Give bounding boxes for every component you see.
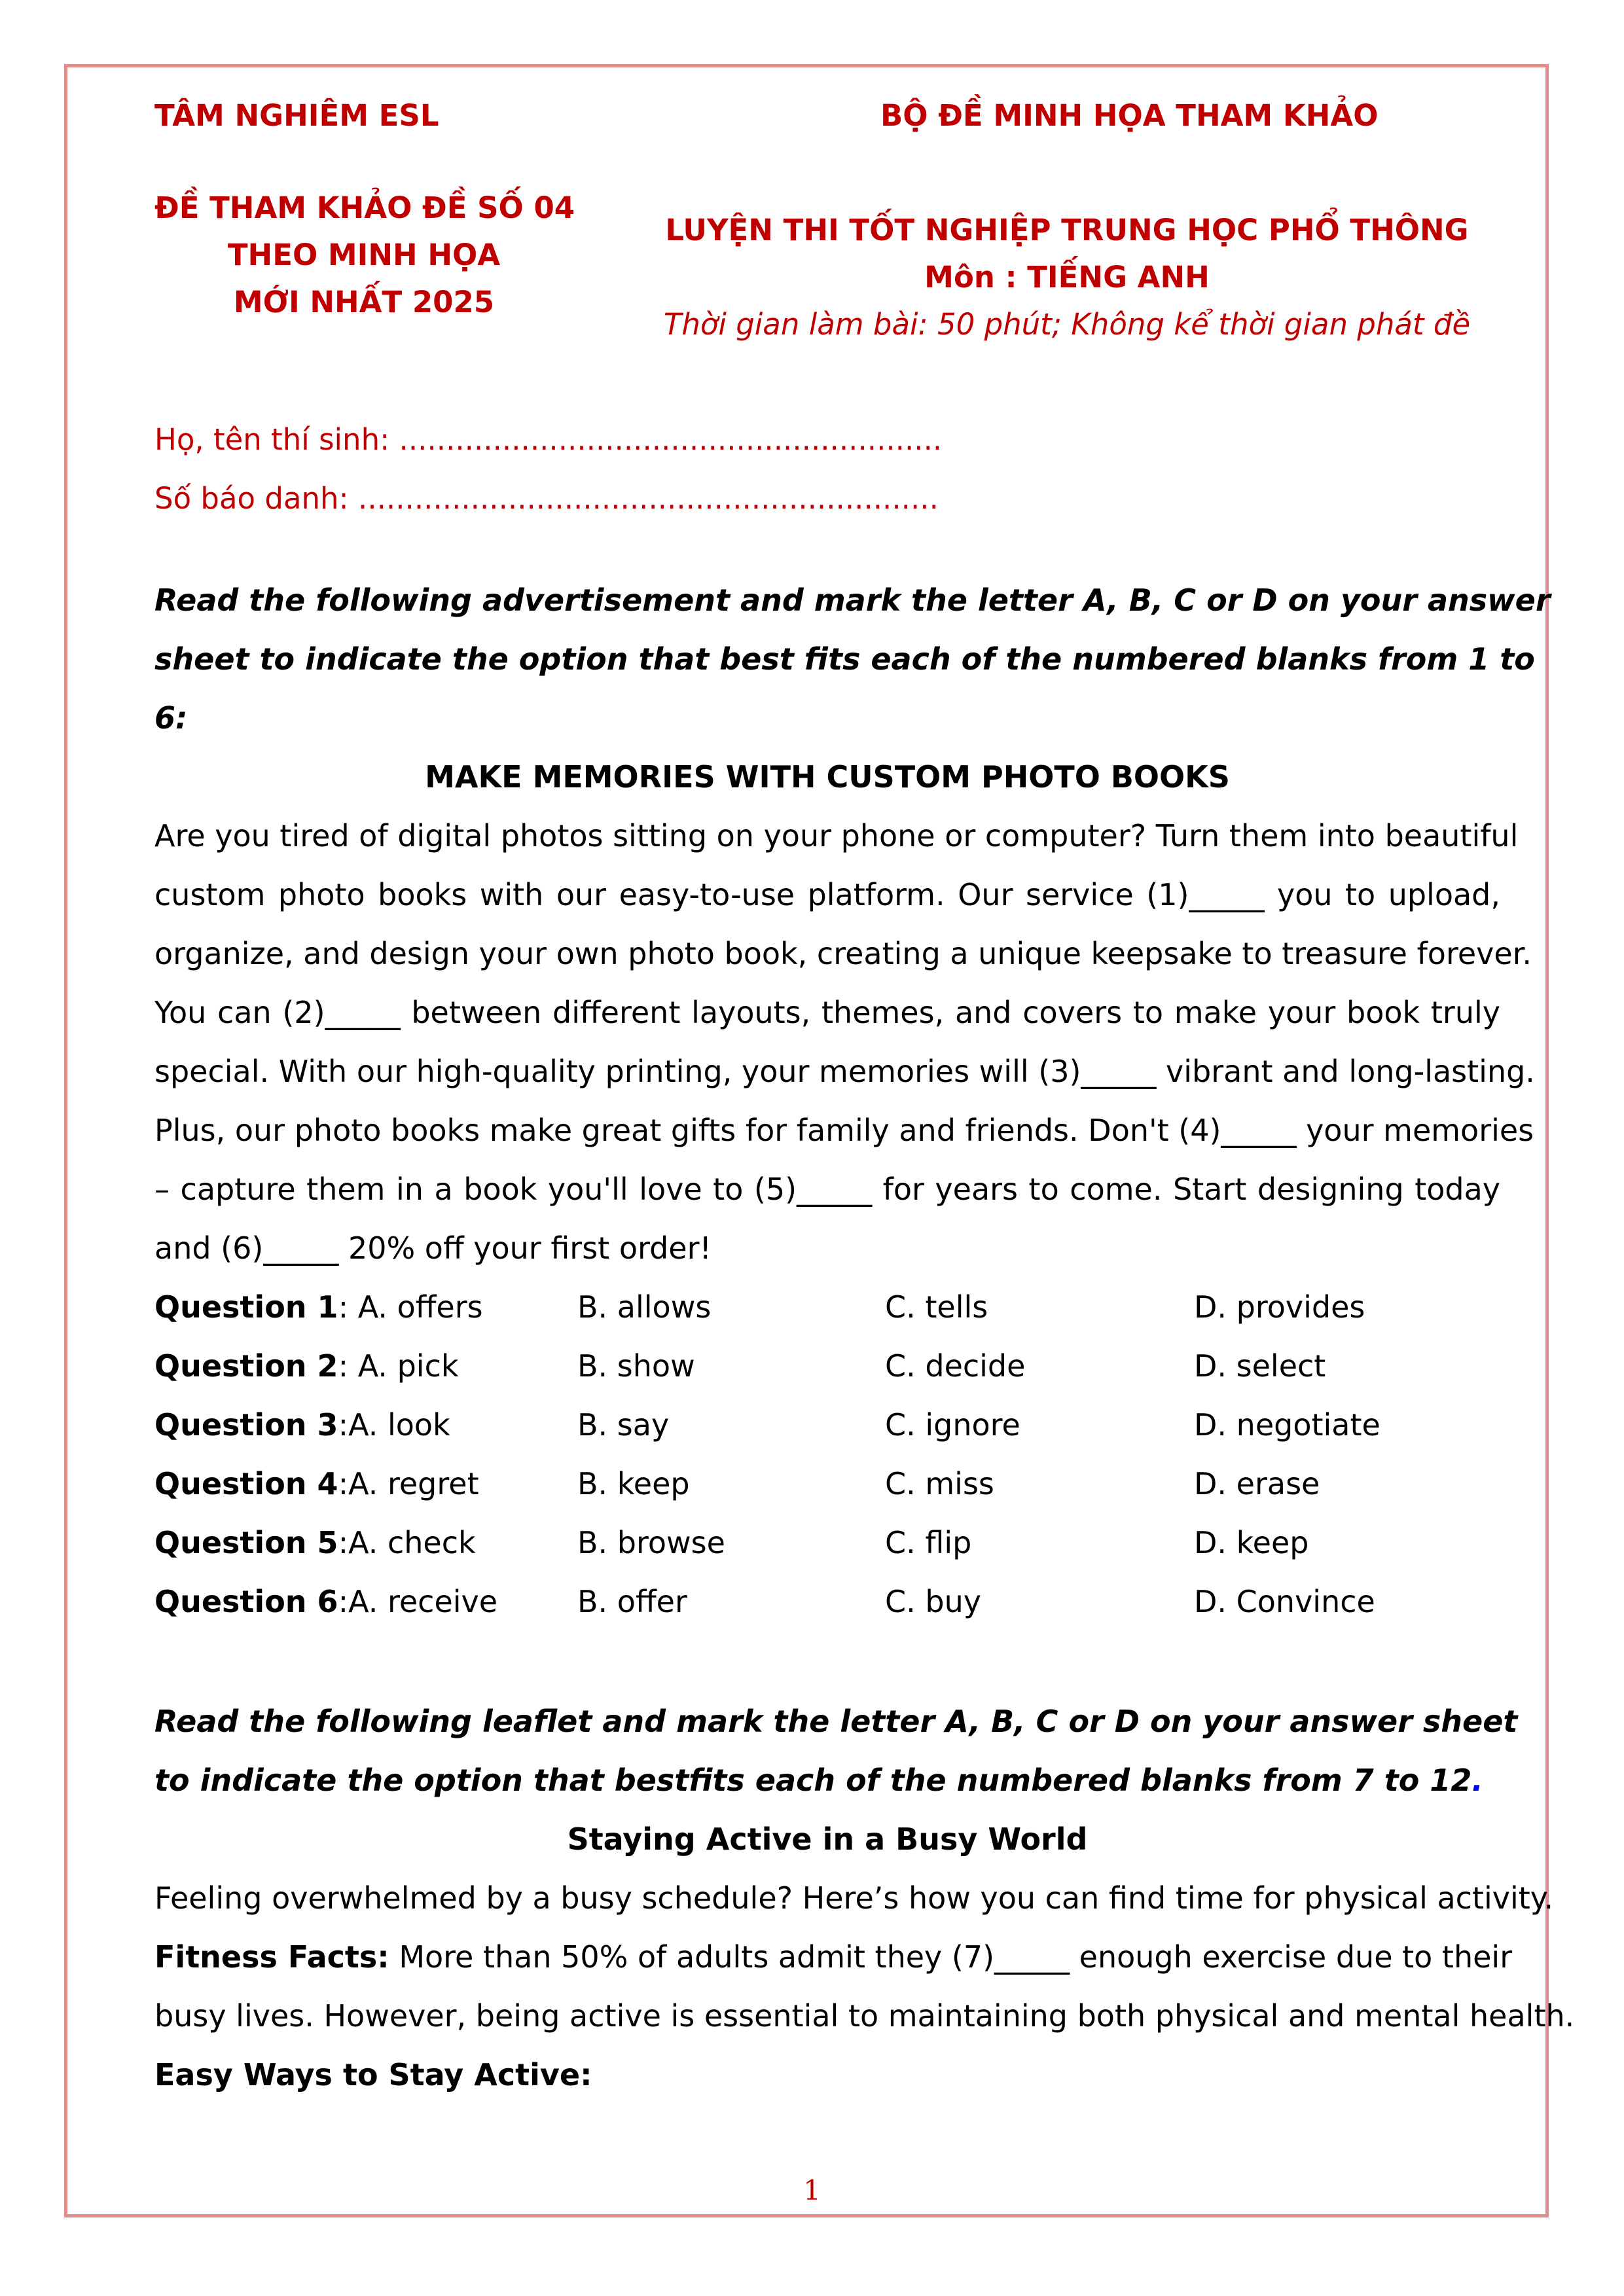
section2-title: Staying Active in a Busy World — [567, 1821, 1088, 1857]
option-c[interactable]: C. buy — [885, 1584, 981, 1619]
option-c[interactable]: C. decide — [885, 1348, 1026, 1384]
fitness-facts-line-2: busy lives. However, being active is essential to maintaining both physical and mental health. — [154, 1998, 1575, 2034]
time-allowed: Thời gian làm bài: 50 phút; Không kể thời gian phát đề — [663, 307, 1471, 342]
section1-title: MAKE MEMORIES WITH CUSTOM PHOTO BOOKS — [425, 759, 1230, 795]
option-d[interactable]: D. provides — [1194, 1289, 1365, 1325]
option-b[interactable]: B. keep — [577, 1466, 690, 1501]
question-label: Question 2: A. pick — [154, 1348, 459, 1384]
option-d[interactable]: D. erase — [1194, 1466, 1320, 1501]
question-label: Question 5:A. check — [154, 1525, 476, 1560]
option-a[interactable]: A. look — [348, 1407, 450, 1443]
section2-instruction-line-2: to indicate the option that bestfits each of the numbered blanks from 7 to 12. — [154, 1763, 1483, 1798]
section1-instruction-line-1: Read the following advertisement and mark the letter A, B, C or D on your answer — [154, 583, 1551, 618]
question-label: Question 1: A. offers — [154, 1289, 483, 1325]
candidate-id-field: Số báo danh: .............................................................. — [154, 481, 939, 516]
exam-code-block — [154, 185, 573, 326]
question-label: Question 4:A. regret — [154, 1466, 479, 1501]
option-d[interactable]: D. Convince — [1194, 1584, 1375, 1619]
option-b[interactable]: B. browse — [577, 1525, 725, 1560]
option-a[interactable]: A. check — [348, 1525, 476, 1560]
section1-instruction-line-3: 6: — [154, 700, 188, 736]
option-a[interactable]: A. pick — [357, 1348, 459, 1384]
exam-code-line-3: MỚI NHẤT 2025 — [233, 285, 495, 319]
easy-ways-heading: Easy Ways to Stay Active: — [154, 2057, 592, 2092]
set-title: BỘ ĐỀ MINH HỌA THAM KHẢO — [880, 98, 1379, 133]
option-a[interactable]: A. offers — [357, 1289, 483, 1325]
option-b[interactable]: B. offer — [577, 1584, 687, 1619]
option-c[interactable]: C. tells — [885, 1289, 988, 1325]
passage-line-6: Plus, our photo books make great gifts for family and friends. Don't (4)_____ your memories — [154, 1113, 1534, 1148]
passage-line-4: You can (2)_____ between different layouts, themes, and covers to make your book truly — [154, 995, 1500, 1030]
option-b[interactable]: B. say — [577, 1407, 670, 1443]
exam-info-block — [615, 207, 1519, 348]
page-number: 1 — [803, 2174, 821, 2206]
fitness-facts: Fitness Facts: More than 50% of adults admit they (7)_____ enough exercise due to their — [154, 1939, 1513, 1975]
passage-line-3: organize, and design your own photo book, creating a unique keepsake to treasure forever. — [154, 936, 1532, 971]
option-c[interactable]: C. ignore — [885, 1407, 1020, 1443]
passage-line-8: and (6)_____ 20% off your first order! — [154, 1230, 712, 1266]
subject: Môn : TIẾNG ANH — [924, 260, 1210, 295]
fitness-facts-label: Fitness Facts: — [154, 1939, 389, 1975]
exam-name: LUYỆN THI TỐT NGHIỆP TRUNG HỌC PHỔ THÔNG — [665, 213, 1469, 247]
option-c[interactable]: C. flip — [885, 1525, 972, 1560]
school-name: TÂM NGHIÊM ESL — [154, 98, 439, 133]
option-a[interactable]: A. regret — [348, 1466, 479, 1501]
option-a[interactable]: A. receive — [348, 1584, 498, 1619]
passage-line-7: – capture them in a book you'll love to (5)_____ for years to come. Start designing today — [154, 1172, 1500, 1207]
exam-code-line-2: THEO MINH HỌA — [227, 238, 501, 272]
section1-instruction-line-2: sheet to indicate the option that best fits each of the numbered blanks from 1 to — [154, 641, 1535, 677]
question-label: Question 6:A. receive — [154, 1584, 498, 1619]
candidate-name-field: Họ, tên thí sinh: .......................................................... — [154, 422, 943, 457]
option-c[interactable]: C. miss — [885, 1466, 994, 1501]
option-b[interactable]: B. allows — [577, 1289, 712, 1325]
option-b[interactable]: B. show — [577, 1348, 695, 1384]
option-d[interactable]: D. keep — [1194, 1525, 1309, 1560]
passage-line-1: Are you tired of digital photos sitting on your phone or computer? Turn them into beautiful — [154, 818, 1519, 853]
option-d[interactable]: D. select — [1194, 1348, 1326, 1384]
question-label: Question 3:A. look — [154, 1407, 450, 1443]
passage-line-2: custom photo books with our easy-to-use platform. Our service (1)_____ you to upload, — [154, 877, 1500, 912]
exam-code-line-1: ĐỀ THAM KHẢO ĐỀ SỐ 04 — [154, 190, 575, 225]
passage-line-5: special. With our high-quality printing, your memories will (3)_____ vibrant and long-lasting. — [154, 1054, 1535, 1089]
section2-intro: Feeling overwhelmed by a busy schedule? Here’s how you can find time for physical activity. — [154, 1880, 1554, 1916]
section2-instruction-line-1: Read the following leaflet and mark the letter A, B, C or D on your answer sheet — [154, 1704, 1518, 1739]
option-d[interactable]: D. negotiate — [1194, 1407, 1380, 1443]
